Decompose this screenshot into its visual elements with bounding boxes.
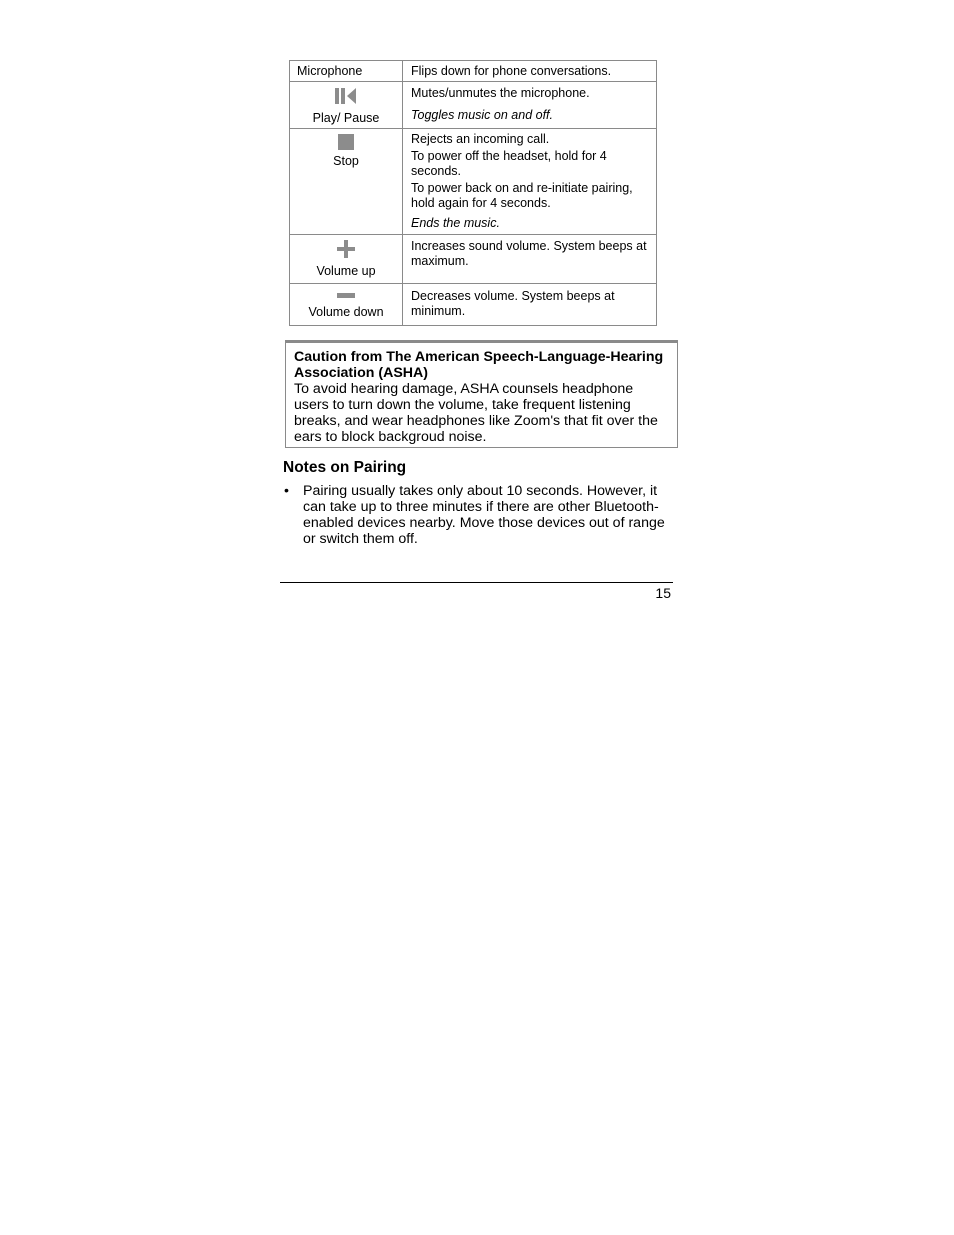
- table-row-volume-up: [290, 235, 657, 284]
- table-row-play-pause: [290, 82, 657, 129]
- control-label: Play/ Pause: [312, 111, 380, 125]
- description-line: Increases sound volume. System beeps at maximum.: [411, 239, 647, 268]
- control-label: Microphone: [297, 64, 363, 78]
- control-cell: [290, 235, 403, 284]
- table-row-microphone: [290, 61, 657, 82]
- controls-table: [289, 60, 657, 326]
- page-number: 15: [655, 585, 671, 601]
- control-label: Volume up: [316, 264, 376, 278]
- description-line: Rejects an incoming call.: [411, 132, 550, 146]
- description-cell: [403, 129, 657, 235]
- caution-box: [285, 340, 678, 448]
- description-cell: [403, 61, 657, 82]
- section-heading: Notes on Pairing: [283, 459, 407, 476]
- control-label: Volume down: [308, 305, 384, 319]
- list-item: [283, 483, 673, 547]
- description-cell: [403, 284, 657, 326]
- control-cell: [290, 284, 403, 326]
- footer-divider: [280, 582, 673, 583]
- stop-icon: [334, 134, 358, 152]
- play-pause-icon: [334, 87, 358, 105]
- description-cell: [403, 82, 657, 129]
- description-line: Toggles music on and off.: [411, 108, 553, 122]
- bullet-text: Pairing usually takes only about 10 seconds. However, it can take up to three minutes if there are other Bluetooth-enabled devices nearby. Move those devices out of range or switch them off.: [303, 483, 665, 547]
- control-cell: [290, 129, 403, 235]
- description-cell: [403, 235, 657, 284]
- caution-body: To avoid hearing damage, ASHA counsels headphone users to turn down the volume, take frequent listening breaks, and wear headphones like Zoom's that fit over the ears to block backgroud noise.: [294, 381, 658, 445]
- control-label: Stop: [333, 154, 359, 168]
- plus-icon: [334, 240, 358, 258]
- minus-icon: [334, 289, 358, 299]
- bullet-icon: •: [284, 483, 289, 499]
- description-line: To power back on and re-initiate pairing, hold again for 4 seconds.: [411, 181, 633, 210]
- description-line: To power off the headset, hold for 4 seconds.: [411, 149, 607, 178]
- control-cell: [290, 82, 403, 129]
- description-line: Decreases volume. System beeps at minimum.: [411, 289, 615, 318]
- table-row-stop: [290, 129, 657, 235]
- description-line: Ends the music.: [411, 216, 500, 230]
- pairing-bullet-list: [283, 483, 673, 547]
- control-cell: [290, 61, 403, 82]
- table-row-volume-down: [290, 284, 657, 326]
- caution-title: Caution from The American Speech-Language-Hearing Association (ASHA): [294, 349, 664, 381]
- description-line: Mutes/unmutes the microphone.: [411, 86, 590, 100]
- description-line: Flips down for phone conversations.: [411, 64, 612, 78]
